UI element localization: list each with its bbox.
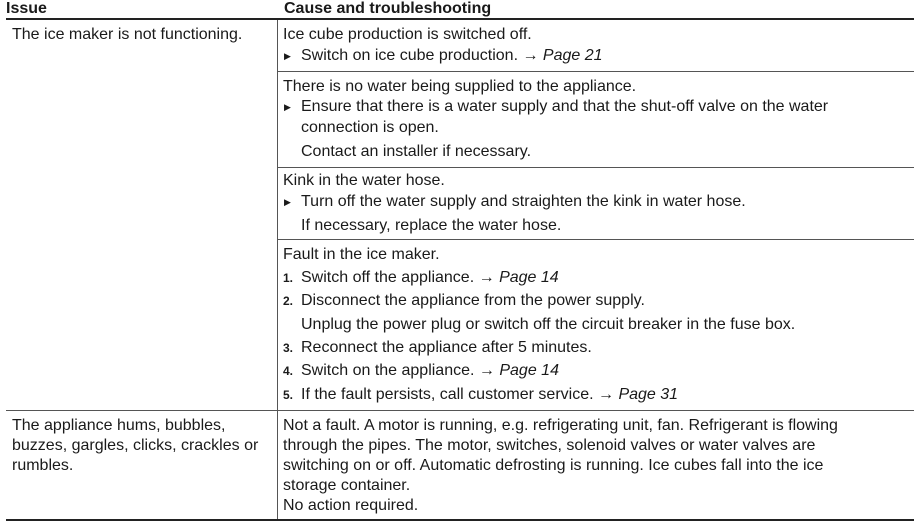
- step-number: 2.: [283, 294, 294, 308]
- header-issue: Issue: [6, 0, 47, 17]
- issue-noise-line: The appliance hums, bubbles,: [12, 417, 226, 434]
- arrow-icon: →: [522, 47, 539, 64]
- arrow-icon: →: [478, 362, 495, 379]
- instruction-step: Turn off the water supply and straighten the kink in water hose.: [301, 193, 746, 210]
- step-text: If the fault persists, call customer service.: [301, 386, 594, 403]
- step-number: 5.: [283, 388, 294, 402]
- cause-text: Fault in the ice maker.: [283, 246, 440, 263]
- cause-text: Ice cube production is switched off.: [283, 26, 532, 43]
- step-number: 1.: [283, 271, 294, 285]
- block-divider: [278, 167, 914, 168]
- note-text: Contact an installer if necessary.: [301, 143, 532, 160]
- cause-text: Kink in the water hose.: [283, 172, 445, 189]
- page-reference[interactable]: Page 14: [499, 362, 559, 379]
- arrow-icon: →: [598, 386, 614, 403]
- bullet-icon: ▶: [284, 197, 291, 207]
- step-text: Switch off the appliance.: [301, 269, 475, 286]
- bullet-icon: ▶: [284, 51, 291, 61]
- cause-noise-line: storage container.: [283, 477, 411, 494]
- block-divider: [278, 71, 914, 72]
- cause-noise-line: through the pipes. The motor, switches, solenoid valves or water valves are: [283, 437, 816, 454]
- row-divider: [6, 410, 914, 411]
- numbered-step: Disconnect the appliance from the power supply.: [301, 292, 645, 309]
- numbered-step: [301, 385, 678, 405]
- issue-noise-line: rumbles.: [12, 457, 74, 474]
- step-text: Switch on the appliance.: [301, 362, 475, 379]
- column-divider: [277, 20, 278, 521]
- header-cause: Cause and troubleshooting: [284, 0, 492, 17]
- numbered-step: [301, 268, 559, 288]
- block-divider: [278, 239, 914, 240]
- arrow-icon: →: [478, 269, 495, 286]
- step-number: 3.: [283, 341, 294, 355]
- header-divider: [6, 18, 914, 20]
- cause-noise-line: Not a fault. A motor is running, e.g. refrigerating unit, fan. Refrigerant is flowing: [283, 417, 838, 434]
- numbered-step: [301, 361, 559, 381]
- page-reference[interactable]: Page 14: [499, 269, 559, 286]
- cause-noise-line: switching on or off. Automatic defrosting is running. Ice cubes fall into the ice: [283, 457, 824, 474]
- cause-text: There is no water being supplied to the appliance.: [283, 78, 637, 95]
- issue-noise-line: buzzes, gargles, clicks, crackles or: [12, 437, 259, 454]
- page-reference[interactable]: Page 31: [618, 386, 679, 403]
- issue-ice-maker: The ice maker is not functioning.: [12, 26, 243, 43]
- numbered-step: Reconnect the appliance after 5 minutes.: [301, 339, 592, 356]
- cause-noise-line: No action required.: [283, 497, 419, 514]
- instruction-step: Ensure that there is a water supply and that the shut-off valve on the water: [301, 98, 829, 115]
- bullet-icon: ▶: [284, 102, 291, 112]
- step-number: 4.: [283, 364, 294, 378]
- instruction-step: [301, 46, 603, 66]
- step-text: Switch on ice cube production.: [301, 47, 519, 64]
- note-text: Unplug the power plug or switch off the circuit breaker in the fuse box.: [301, 316, 796, 333]
- note-text: If necessary, replace the water hose.: [301, 217, 562, 234]
- instruction-step-cont: connection is open.: [301, 119, 439, 136]
- table-header: [6, 0, 914, 17]
- page-reference[interactable]: Page 21: [542, 47, 603, 64]
